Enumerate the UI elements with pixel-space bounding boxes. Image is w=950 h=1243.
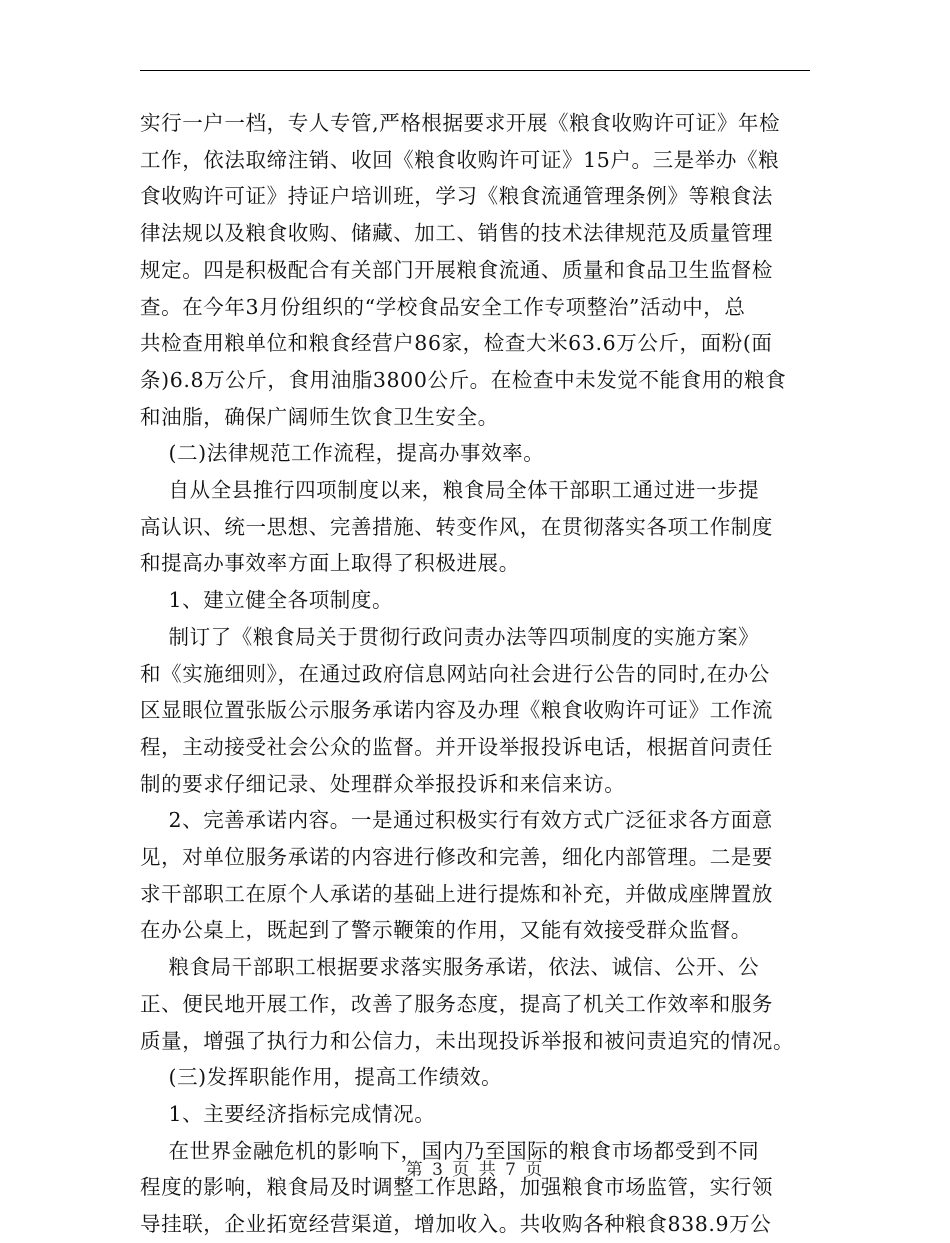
text-line: 制订了《粮食局关于贯彻行政问责办法等四项制度的实施方案》: [140, 624, 760, 649]
document-body: [140, 105, 812, 1243]
page-number: 第 3 页 共 7 页: [405, 1160, 545, 1180]
text-line: 见，对单位服务承诺的内容进行修改和完善，细化内部管理。二是要: [140, 845, 773, 870]
text-line: 程，主动接受社会公众的监督。并开设举报投诉电话，根据首问责任: [140, 734, 773, 759]
text-line: 和油脂，确保广阔师生饮食卫生安全。: [140, 404, 499, 429]
text-line: 规定。四是积极配合有关部门开展粮食流通、质量和食品卫生监督检: [140, 257, 773, 282]
text-line: 查。在今年3月份组织的“学校食品安全工作专项整治”活动中，总: [140, 294, 746, 319]
text-line: 食收购许可证》持证户培训班，学习《粮食流通管理条例》等粮食法: [140, 184, 773, 209]
text-line: 1、主要经济指标完成情况。: [140, 1101, 436, 1126]
text-line: 在办公桌上，既起到了警示鞭策的作用，又能有效接受群众监督。: [140, 918, 752, 943]
text-line: 和提高办事效率方面上取得了积极进展。: [140, 551, 520, 576]
text-line: 实行一户一档，专人专管,严格根据要求开展《粮食收购许可证》年检: [140, 111, 781, 135]
text-line: 制的要求仔细记录、处理群众举报投诉和来信来访。: [140, 771, 626, 796]
header-rule: [140, 70, 810, 71]
text-line: 程度的影响，粮食局及时调整工作思路，加强粮食市场监管，实行领: [140, 1175, 773, 1200]
text-line: 条)6.8万公斤，食用油脂3800公斤。在检查中未发觉不能食用的粮食: [140, 367, 787, 392]
text-line: 高认识、统一思想、完善措施、转变作风，在贯彻落实各项工作制度: [140, 514, 773, 539]
text-line: 自从全县推行四项制度以来，粮食局全体干部职工通过进一步提: [140, 478, 760, 503]
text-line: 2、完善承诺内容。一是通过积极实行有效方式广泛征求各方面意: [140, 808, 773, 833]
text-line: 区显眼位置张版公示服务承诺内容及办理《粮食收购许可证》工作流: [140, 698, 773, 723]
text-line: 粮食局干部职工根据要求落实服务承诺，依法、诚信、公开、公: [140, 955, 760, 980]
text-line: 共检查用粮单位和粮食经营户86家，检查大米63.6万公斤，面粉(面: [140, 331, 773, 356]
text-line: 求干部职工在原个人承诺的基础上进行提炼和补充，并做成座牌置放: [140, 881, 773, 906]
text-line: (三)发挥职能作用，提高工作绩效。: [140, 1065, 503, 1090]
text-line: 质量，增强了执行力和公信力，未出现投诉举报和被问责追究的情况。: [140, 1028, 795, 1053]
text-line: 工作，依法取缔注销、收回《粮食收购许可证》15户。三是举办《粮: [140, 147, 780, 172]
text-line: 导挂联，企业拓宽经营渠道，增加收入。共收购各种粮食838.9万公: [140, 1212, 772, 1237]
text-line: 和《实施细则》，在通过政府信息网站向社会进行公告的同时,在办公: [140, 661, 770, 686]
text-line: 正、便民地开展工作，改善了服务态度，提高了机关工作效率和服务: [140, 991, 773, 1016]
text-line: 律法规以及粮食收购、储藏、加工、销售的技术法律规范及质量管理: [140, 221, 773, 246]
text-line: 在世界金融危机的影响下，国内乃至国际的粮食市场都受到不同: [140, 1138, 760, 1163]
text-line: 1、建立健全各项制度。: [140, 588, 394, 613]
text-line: (二)法律规范工作流程，提高办事效率。: [140, 441, 545, 466]
